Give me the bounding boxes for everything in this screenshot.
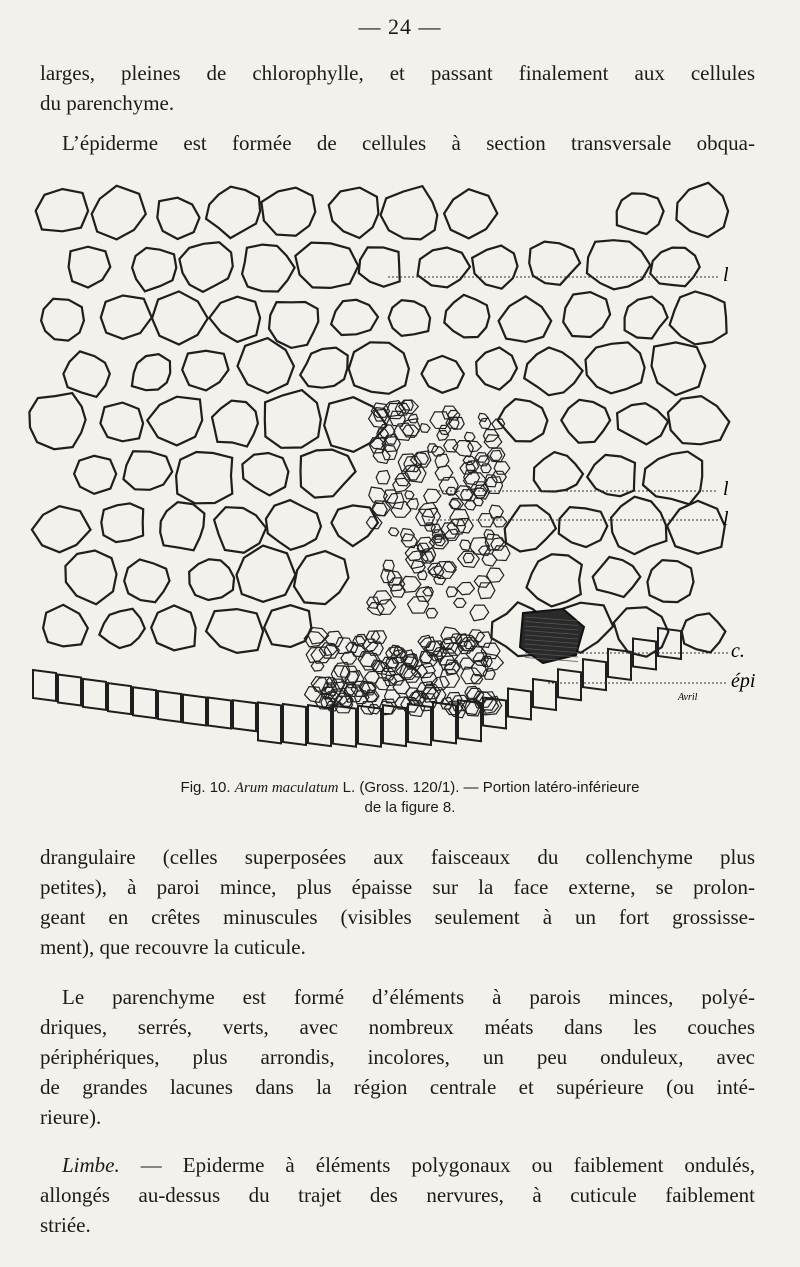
parenchyma-cell xyxy=(238,338,294,393)
epidermis-paragraph xyxy=(40,842,755,962)
parenchyma-cell xyxy=(214,507,266,553)
vascular-cell xyxy=(490,450,502,460)
parenchyma-cell xyxy=(418,248,470,288)
parenchyma-cell xyxy=(587,240,650,289)
vascular-cell xyxy=(373,448,390,463)
parenchyma-cell xyxy=(444,295,489,338)
parenchyma-cell xyxy=(527,554,582,606)
parenchyma-cell xyxy=(676,183,728,237)
parenchyma-cell xyxy=(101,296,152,339)
parenchyma-cell xyxy=(29,393,85,449)
parenchyma-cell xyxy=(300,348,348,388)
epidermis-cell xyxy=(508,688,531,719)
vascular-cell xyxy=(389,528,399,536)
epidermis-cell xyxy=(33,670,56,701)
epidermis-intro xyxy=(40,128,755,158)
vascular-cell xyxy=(478,413,488,421)
epidermis-cell xyxy=(108,683,131,714)
vascular-cell xyxy=(479,418,491,428)
parenchyma-cell xyxy=(498,399,548,441)
parenchyma-cell xyxy=(152,291,208,344)
parenchyma-cell xyxy=(295,243,358,288)
vascular-cell xyxy=(464,432,475,441)
parenchyma-cell xyxy=(179,242,232,292)
parenchyma-cell xyxy=(331,300,378,335)
collenchyma-cell xyxy=(482,700,499,714)
parenchyma-cell xyxy=(670,292,727,345)
vascular-cell xyxy=(420,424,430,433)
vascular-cell xyxy=(474,488,487,499)
parenchyma-cell xyxy=(242,453,288,495)
parenchyma-cell xyxy=(212,401,258,447)
parenchyma-cell xyxy=(242,245,295,292)
text-line: striée. xyxy=(40,1213,91,1237)
vascular-cell xyxy=(492,546,510,561)
parenchyma-cell xyxy=(614,607,669,656)
parenchyma-cell xyxy=(43,605,88,647)
parenchyma-cell xyxy=(472,246,517,289)
parenchyma-cell xyxy=(381,186,438,239)
epidermis-cell xyxy=(258,702,281,743)
epidermis-cell xyxy=(133,687,156,718)
parenchyma-cell xyxy=(147,397,202,446)
parenchyma-cell xyxy=(264,605,311,647)
caption-prefix: Fig. 10. xyxy=(180,779,235,796)
parenchyma-cell xyxy=(331,505,378,546)
parenchyma-cell xyxy=(265,390,321,448)
vascular-cell xyxy=(430,412,450,429)
text-line: ment), que recouvre la cuticule. xyxy=(40,935,306,959)
parenchyma-cell xyxy=(625,297,668,339)
parenchyma-cell xyxy=(261,188,315,236)
parenchyma-cell xyxy=(524,348,582,396)
parenchyma-cell xyxy=(476,348,517,390)
parenchyma-cell xyxy=(100,403,143,442)
parenchyma-cell xyxy=(652,342,706,395)
text-line: L’épiderme est formée de cellules à section transversale obqua- xyxy=(62,131,755,155)
vascular-cell xyxy=(434,575,446,585)
parenchyma-cell xyxy=(301,450,356,498)
parenchyma-cell xyxy=(650,248,699,287)
epidermis-cell xyxy=(558,669,581,700)
caption-line-2: de la figure 8. xyxy=(364,799,456,816)
parenchyma-cell xyxy=(682,613,726,652)
parenchyma-cell xyxy=(132,354,170,390)
vascular-cell xyxy=(446,587,457,597)
vascular-cell xyxy=(478,583,495,599)
limbe-heading: Limbe. xyxy=(62,1153,120,1177)
epidermis-cell xyxy=(308,705,331,746)
label-l-lower: l xyxy=(723,508,729,530)
parenchyma-cell xyxy=(587,455,635,496)
parenchyma-cell xyxy=(593,557,641,597)
epidermis-cell xyxy=(158,691,181,722)
label-l-top: l xyxy=(723,264,729,286)
vascular-cell xyxy=(470,605,489,621)
page-number: — 24 — xyxy=(358,14,442,39)
parenchyma-cell xyxy=(237,546,296,602)
limbe-paragraph xyxy=(40,1150,755,1240)
parenchyma-cell xyxy=(209,297,260,342)
epidermis-cell xyxy=(658,628,681,659)
text-line: rieure). xyxy=(40,1105,102,1129)
text-line: allongés au-dessus du trajet des nervures, à cuticule faiblement xyxy=(40,1183,755,1207)
vascular-cell xyxy=(376,471,390,484)
parenchyma-cell xyxy=(99,609,145,648)
parenchyma-cell xyxy=(176,452,232,503)
label-epi: épi xyxy=(731,670,756,692)
label-l-middle: l xyxy=(723,478,729,500)
artist-signature: Avril xyxy=(678,692,698,703)
text-line: Le parenchyme est formé d’éléments à parois minces, polyé- xyxy=(62,985,755,1009)
parenchyma-cell xyxy=(668,396,729,444)
parenchyma-paragraph xyxy=(40,982,755,1132)
vascular-cell xyxy=(402,465,421,480)
parenchyma-cell xyxy=(32,506,91,552)
label-c: c. xyxy=(731,640,745,662)
parenchyma-cell xyxy=(444,189,497,238)
parenchyma-cell xyxy=(559,507,608,547)
parenchyma-cell xyxy=(667,501,725,554)
epidermis-cell xyxy=(283,704,306,745)
parenchyma-cell xyxy=(132,248,176,291)
parenchyma-cell xyxy=(647,560,693,602)
parenchyma-cell xyxy=(617,403,668,444)
parenchyma-cell xyxy=(389,300,431,336)
parenchyma-cell xyxy=(124,559,169,602)
vascular-cell xyxy=(407,499,419,510)
parenchyma-cell xyxy=(41,299,84,341)
parenchyma-cell xyxy=(206,609,263,653)
parenchyma-cells xyxy=(29,183,729,657)
caption-species: Arum maculatum xyxy=(234,780,339,796)
parenchyma-cell xyxy=(499,296,552,342)
vascular-cell xyxy=(405,491,414,499)
epidermis-cell xyxy=(208,698,231,729)
parenchyma-cell xyxy=(505,505,556,551)
parenchyma-cell xyxy=(324,397,386,452)
parenchyma-cell xyxy=(266,500,321,550)
epidermis-cell xyxy=(183,694,206,725)
parenchyma-cell xyxy=(611,497,666,555)
vascular-cell xyxy=(465,501,476,510)
vascular-cell xyxy=(460,540,471,550)
text-line: geant en crêtes minuscules (visibles seulement à un fort grossisse- xyxy=(40,905,755,929)
parenchyma-cell xyxy=(151,606,195,651)
text-line: driques, serrés, verts, avec nombreux méats dans les couches xyxy=(40,1015,755,1039)
parenchyma-cell xyxy=(101,503,143,542)
parenchyma-cell xyxy=(36,189,88,231)
text-line: larges, pleines de chlorophylle, et passant finalement aux cellules xyxy=(40,61,755,85)
collenchyma-cell xyxy=(308,628,329,645)
parenchyma-cell xyxy=(561,400,610,443)
collenchyma-cell xyxy=(473,653,488,666)
epidermis-cell xyxy=(83,679,106,710)
parenchyma-cell xyxy=(294,551,349,604)
parenchyma-cell xyxy=(534,452,583,491)
cross-section-figure xyxy=(28,165,768,775)
text-line: petites), à paroi mince, plus épaisse sur la face externe, se prolon- xyxy=(40,875,755,899)
vascular-cell xyxy=(437,431,449,441)
parenchyma-cell xyxy=(359,247,400,286)
text-line: de grandes lacunes dans la région centrale et supérieure (ou inté- xyxy=(40,1075,755,1099)
parenchyma-cell xyxy=(69,247,111,288)
parenchyma-cell xyxy=(529,242,580,285)
text-line: périphériques, plus arrondis, incolores, un peu onduleux, avec xyxy=(40,1045,755,1069)
epidermis-cell xyxy=(233,700,256,731)
parenchyma-cell xyxy=(123,451,172,490)
parenchyma-cell xyxy=(617,193,664,234)
vascular-cell xyxy=(463,553,474,562)
parenchyma-cell xyxy=(65,551,116,605)
parenchyma-cell xyxy=(349,342,409,394)
epidermis-cell xyxy=(533,679,556,710)
epidermis-cell xyxy=(583,659,606,690)
parenchyma-cell xyxy=(189,559,234,600)
text-line: drangulaire (celles superposées aux faisceaux du collenchyme plus xyxy=(40,845,755,869)
parenchyma-cell xyxy=(206,187,260,238)
vascular-cell xyxy=(444,440,458,452)
caption-rest: L. (Gross. 120/1). — Portion latéro-inférieure xyxy=(338,779,640,796)
vascular-cell xyxy=(494,462,510,475)
vascular-cell xyxy=(457,582,475,594)
parenchyma-cell xyxy=(329,188,379,238)
vascular-cell xyxy=(439,425,451,434)
vascular-cell xyxy=(426,608,438,618)
parenchyma-cell xyxy=(643,452,702,505)
top-paragraph xyxy=(40,58,755,118)
collenchyma-cell xyxy=(385,690,401,703)
vascular-cell xyxy=(377,600,396,615)
collenchyma-cell xyxy=(335,638,353,654)
parenchyma-cell xyxy=(586,342,645,393)
text-line: du parenchyme. xyxy=(40,91,175,115)
epidermis-cell xyxy=(608,649,631,680)
parenchyma-cell xyxy=(157,198,199,239)
text-line: — Epiderme à éléments polygonaux ou faiblement ondulés, xyxy=(119,1153,755,1177)
parenchyma-cell xyxy=(269,302,318,348)
parenchyma-cell xyxy=(92,186,146,240)
parenchyma-cell xyxy=(74,456,116,494)
parenchyma-cell xyxy=(63,351,109,397)
parenchyma-cell xyxy=(422,356,464,393)
vascular-cell xyxy=(449,499,461,508)
parenchyma-cell xyxy=(160,502,204,550)
vascular-cell xyxy=(400,576,421,592)
parenchyma-cell xyxy=(563,292,610,337)
epidermis-cell xyxy=(58,674,81,705)
parenchyma-cell xyxy=(182,351,228,391)
vascular-cell xyxy=(454,599,466,608)
figure-caption xyxy=(60,778,760,817)
epidermis-cell xyxy=(333,706,356,747)
